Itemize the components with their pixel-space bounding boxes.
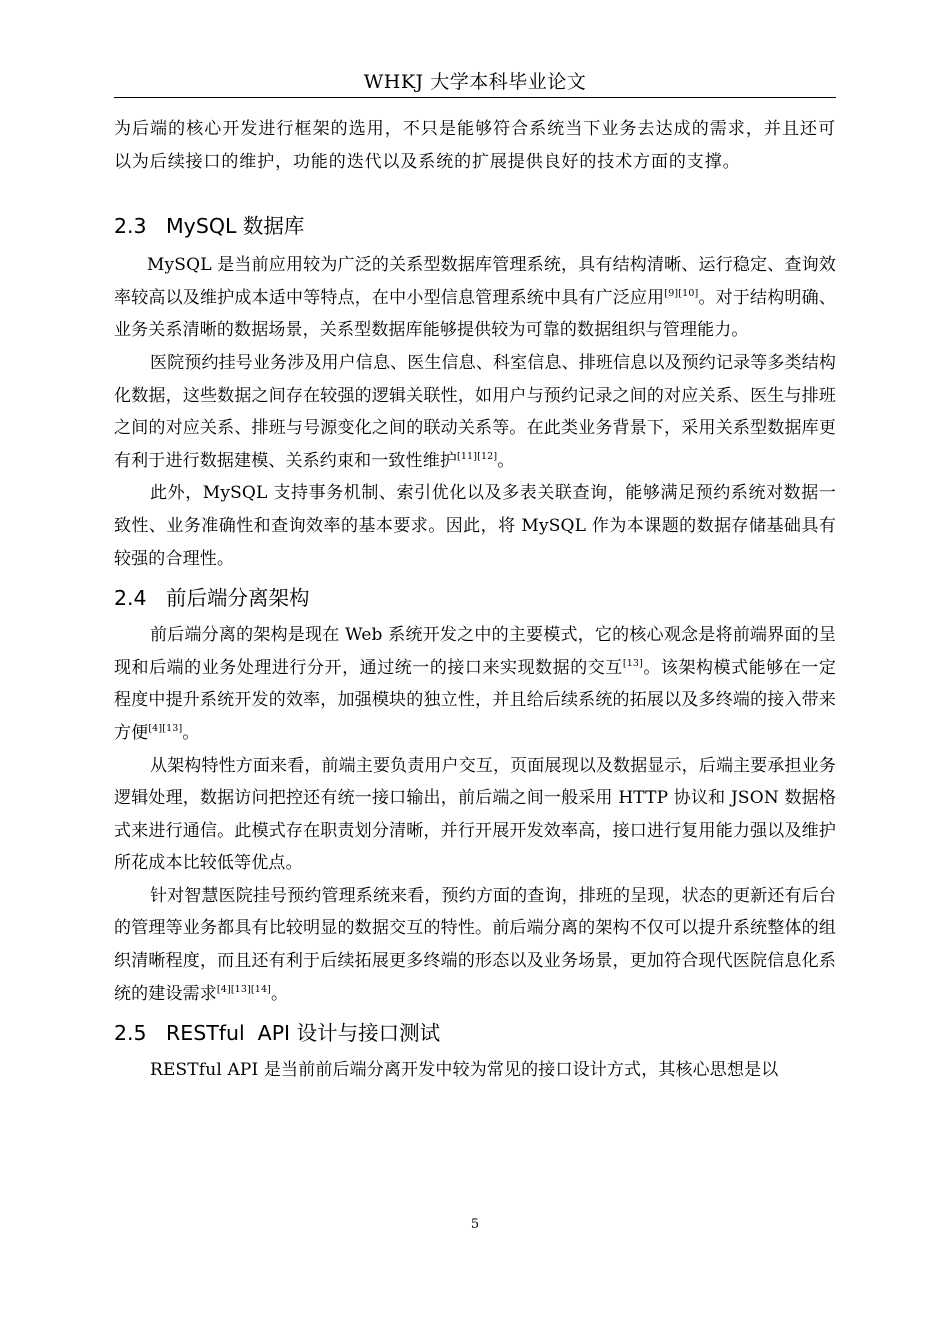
section-title: RESTful API 设计与接口测试: [166, 1021, 441, 1046]
citation: [4][13][14]: [216, 983, 272, 995]
section-heading-2-3: [114, 211, 836, 241]
paragraph-text: 。: [271, 983, 289, 1004]
citation: [11][12]: [457, 450, 498, 462]
section-title: MySQL 数据库: [166, 214, 305, 239]
paragraph-text: 前后端分离的架构是现在 Web 系统开发之中的主要模式，它的核心观念是将前端界面的呈现和后端的业务处理进行分开，通过统一的接口来实现数据的交互: [114, 625, 836, 678]
citation: [9][10]: [664, 287, 699, 299]
paragraph-text: 。对于结构明确、业务关系清晰的数据场景，关系型数据库能够提供较为可靠的数据组织与管理能力。: [114, 287, 836, 341]
paragraph: [114, 619, 836, 749]
paragraph-text: 针对智慧医院挂号预约管理系统来看，预约方面的查询，排班的呈现，状态的更新还有后台的管理等业务都具有比较明显的数据交互的特性。前后端分离的架构不仅可以提升系统整体的组织清晰程度，而且还有利于后续拓展更多终端的形态以及业务场景，更加符合现代医院信息化系统的建设需求: [114, 885, 836, 1004]
paragraph-text: 医院预约挂号业务涉及用户信息、医生信息、科室信息、排班信息以及预约记录等多类结构化数据，这些数据之间存在较强的逻辑关联性，如用户与预约记录之间的对应关系、医生与排班之间的对应关系、排班与号源变化之间的联动关系等。在此类业务背景下，采用关系型数据库更有利于进行数据建模、关系约束和一致性维护: [114, 352, 836, 471]
paragraph: [114, 347, 836, 477]
paragraph: [114, 880, 836, 1010]
section-title: 前后端分离架构: [166, 586, 310, 611]
page-header: WHKJ 大学本科毕业论文: [363, 71, 587, 93]
paragraph: 从架构特性方面来看，前端主要负责用户交互，页面展现以及数据显示，后端主要承担业务逻辑处理，数据访问把控还有统一接口输出，前后端之间一般采用 HTTP 协议和 JSON 数据格式来进行通信。此模式存在职责划分清晰，并行开展开发效率高，接口进行复用能力强以及维护所花成本比较低等优点。: [114, 755, 836, 874]
section-heading-2-4: [114, 583, 836, 613]
section-number: 2.3: [114, 214, 147, 239]
paragraph-text: 。: [182, 722, 200, 743]
paragraph: 此外，MySQL 支持事务机制、索引优化以及多表关联查询，能够满足预约系统对数据一致性、业务准确性和查询效率的基本要求。因此，将 MySQL 作为本课题的数据存储基础具有较强的合理性。: [114, 483, 836, 569]
citation: [13]: [622, 657, 643, 669]
header-divider: [114, 97, 836, 98]
page-number: 5: [470, 1217, 480, 1232]
section-number: 2.4: [114, 586, 147, 611]
page-body: [114, 113, 836, 1087]
continued-paragraph: 为后端的核心开发进行框架的选用，不只是能够符合系统当下业务去达成的需求，并且还可以为后续接口的维护，功能的迭代以及系统的扩展提供良好的技术方面的支撑。: [114, 119, 836, 172]
paragraph: [114, 249, 836, 347]
citation: [4][13]: [148, 722, 183, 734]
section-number: 2.5: [114, 1021, 147, 1046]
paragraph-text: MySQL 是当前应用较为广泛的关系型数据库管理系统，具有结构清晰、运行稳定、查询效率较高以及维护成本适中等特点，在中小型信息管理系统中具有广泛应用: [114, 255, 836, 308]
paragraph: RESTful API 是当前前后端分离开发中较为常见的接口设计方式，其核心思想是以: [150, 1060, 779, 1081]
paragraph-text: 。该架构模式能够在一定程度中提升系统开发的效率，加强模块的独立性，并且给后续系统的拓展以及多终端的接入带来方便: [114, 657, 836, 743]
paragraph-text: 。: [497, 450, 515, 471]
section-heading-2-5: [114, 1018, 836, 1048]
